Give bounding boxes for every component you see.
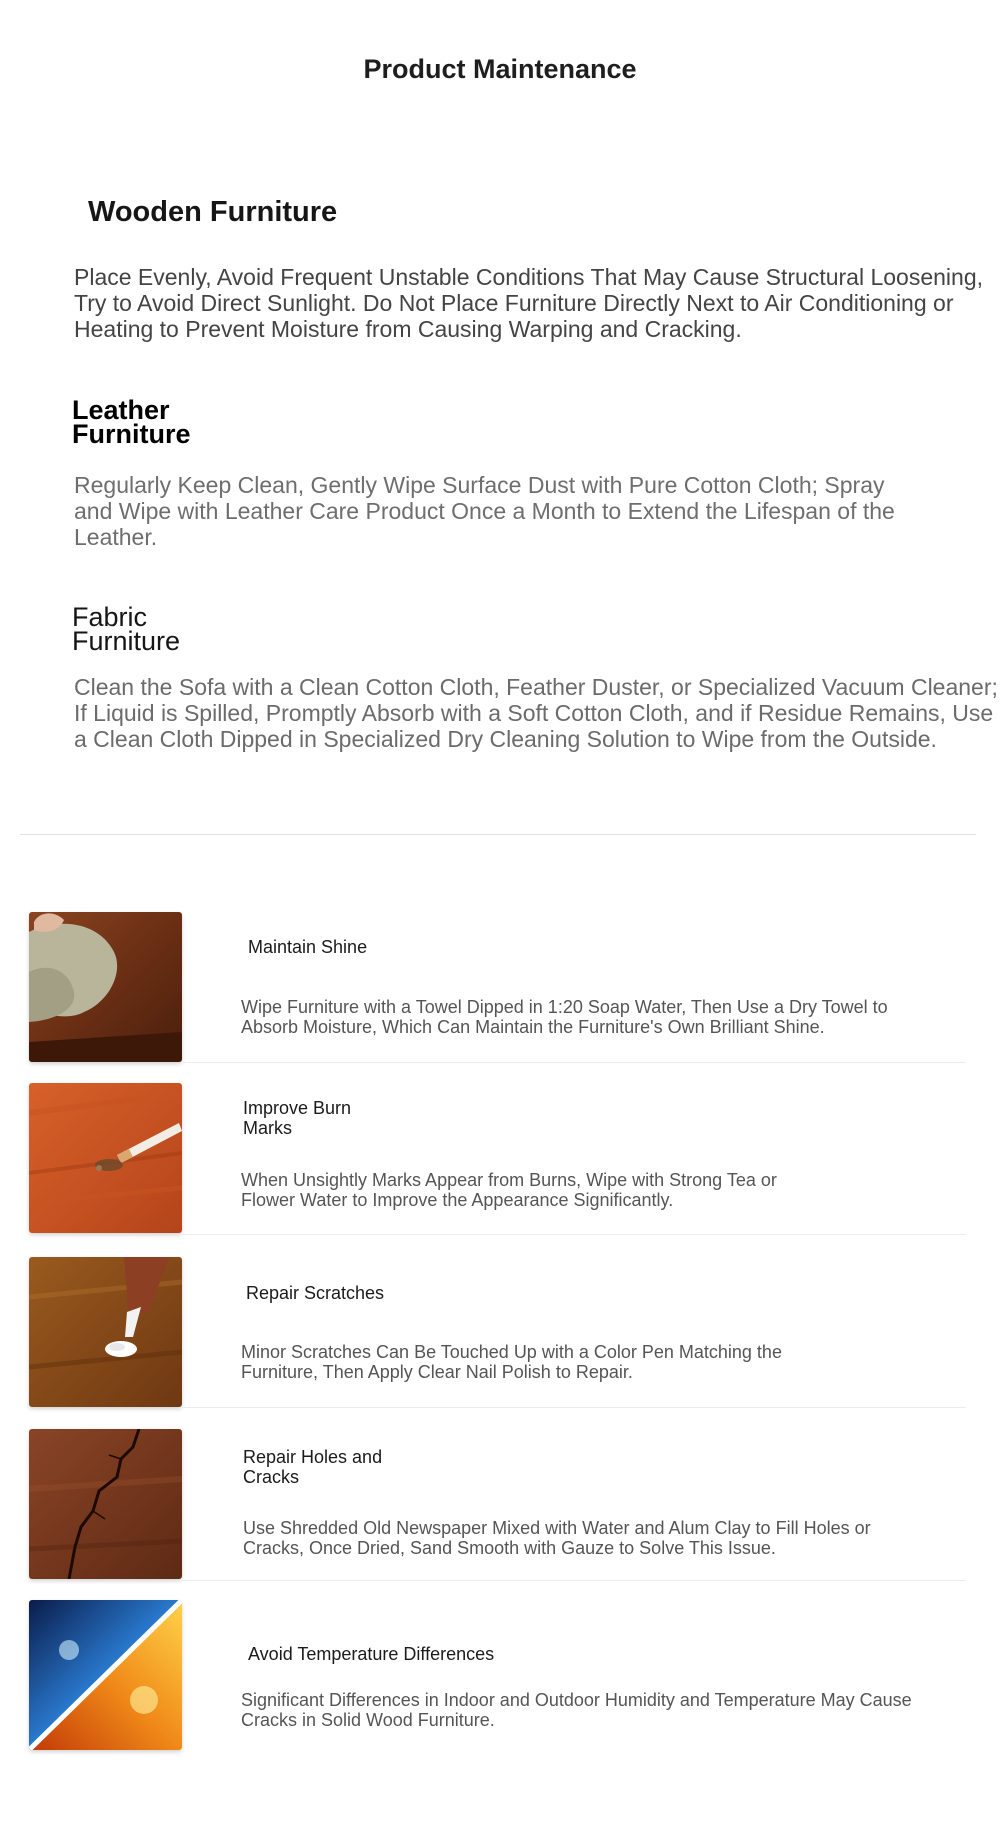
tip-body-improve-burn-marks: When Unsightly Marks Appear from Burns, Wipe with Strong Tea or Flower Water to Improve the Appearance Significantly. <box>241 1170 777 1210</box>
tip-title-line: Repair Holes and <box>243 1447 383 1467</box>
tip-title-maintain-shine: Maintain Shine <box>248 937 368 957</box>
section-body-leather-furniture: Regularly Keep Clean, Gently Wipe Surface Dust with Pure Cotton Cloth; Spray and Wipe with Leather Care Product Once a Month to Extend the Lifespan of the Leather. <box>74 472 895 550</box>
ice-fire-icon <box>29 1600 182 1750</box>
section-title-line: Fabric <box>72 602 148 632</box>
tip-title-avoid-temperature-differences: Avoid Temperature Differences <box>248 1644 495 1664</box>
tip-body-repair-holes-and-cracks: Use Shredded Old Newspaper Mixed with Water and Alum Clay to Fill Holes or Cracks, Once Dried, Sand Smooth with Gauze to Solve This Issue. <box>243 1518 871 1558</box>
tip-separator <box>182 1407 966 1408</box>
tip-separator <box>182 1580 966 1581</box>
tip-title-repair-scratches: Repair Scratches <box>246 1283 385 1303</box>
section-title-wooden-furniture: Wooden Furniture <box>88 196 338 228</box>
section-title-leather-furniture <box>72 395 191 449</box>
tip-separator <box>182 1234 966 1235</box>
tip-title-line: Cracks <box>243 1467 300 1487</box>
section-title-line: Furniture <box>72 626 181 656</box>
tip-body-avoid-temperature-differences: Significant Differences in Indoor and Outdoor Humidity and Temperature May Cause Cracks in Solid Wood Furniture. <box>241 1690 912 1730</box>
section-body-wooden-furniture: Place Evenly, Avoid Frequent Unstable Conditions That May Cause Structural Loosening, Try to Avoid Direct Sunlight. Do Not Place Furniture Directly Next to Air Conditioning or Heating to Prevent Moisture from Causing Warping and Cracking. <box>74 264 984 342</box>
wood-crack-icon <box>29 1429 182 1579</box>
cigarette-burn-icon <box>29 1083 182 1233</box>
tip-title-line: Marks <box>243 1118 292 1138</box>
divider <box>20 834 976 835</box>
tip-body-maintain-shine: Wipe Furniture with a Towel Dipped in 1:20 Soap Water, Then Use a Dry Towel to Absorb Moisture, Which Can Maintain the Furniture's Own Brilliant Shine. <box>241 997 888 1037</box>
tip-body-repair-scratches: Minor Scratches Can Be Touched Up with a Color Pen Matching the Furniture, Then Apply Clear Nail Polish to Repair. <box>241 1342 782 1382</box>
tip-title-line: Improve Burn <box>243 1098 352 1118</box>
page-title: Product Maintenance <box>363 54 637 84</box>
tip-title-repair-holes-and-cracks <box>243 1447 382 1487</box>
section-title-fabric-furniture <box>72 602 181 656</box>
cloth-wiping-wood-icon <box>29 912 182 1062</box>
glue-tube-icon <box>29 1257 182 1407</box>
section-title-line: Leather <box>72 395 170 425</box>
section-title-line: Furniture <box>72 419 191 449</box>
tip-title-improve-burn-marks <box>243 1098 351 1138</box>
tip-separator <box>182 1062 966 1063</box>
section-body-fabric-furniture: Clean the Sofa with a Clean Cotton Cloth, Feather Duster, or Specialized Vacuum Cleaner; If Liquid is Spilled, Promptly Absorb with a Soft Cotton Cloth, and if Residue Remains, Use a Clean Cloth Dipped in Specialized Dry Cleaning Solution to Wipe from the Outside. <box>74 674 998 752</box>
